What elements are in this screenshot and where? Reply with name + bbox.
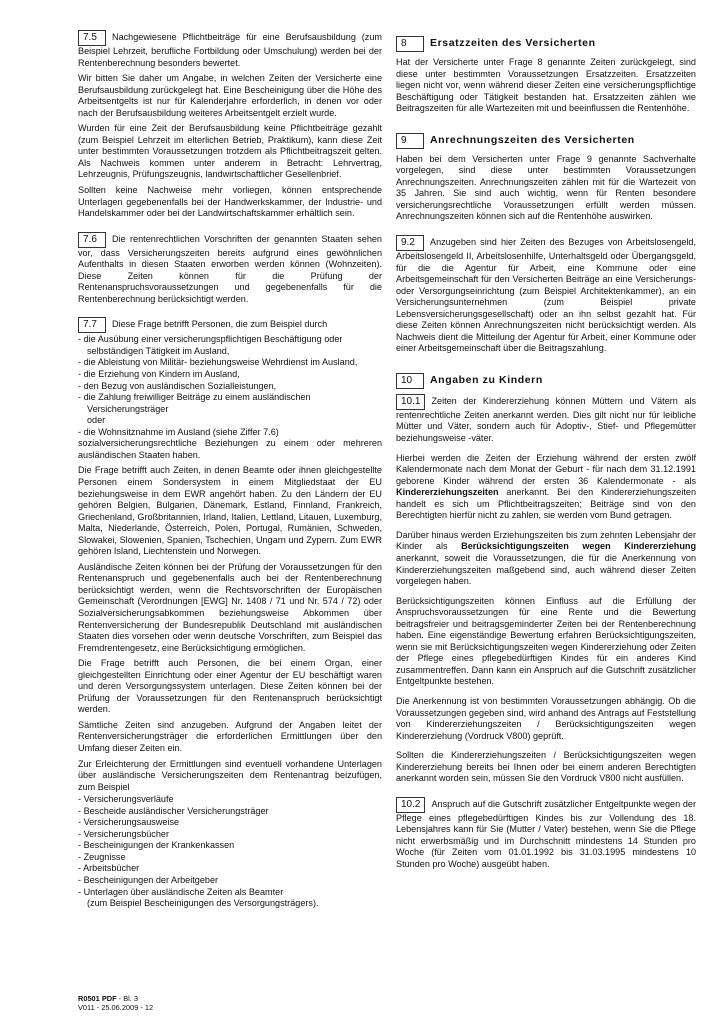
paragraph: Anzugeben sind hier Zeiten des Bezuges von Arbeitslosengeld, Arbeitslosengeld II, Arbeitslosenhilfe, Unterhaltsgeld oder Übergangsgeld, für die die Agentur für Arbeit, eine Kommune oder eine Arbeitsgemeinschaft für den Versicherten Beiträge an eine Versicherungs- oder Versorgungseinrichtung (zum Beispiel Architektenkammer), an ein Versicherungsunternehmen (zum Beispiel private Lebensversicherungsgesellschaft) oder an ihn selbst gezahlt hat. Für diese Zeiten können Anrechnungszeiten nicht berücksichtigt werden. Als Nachweis dient die Mitteilung der Agentur für Arbeit, einer Kommune oder einer Arbeitsgemeinschaft über die Beitragszahlung. [396,237,696,354]
list-item: - den Bezug von ausländischen Sozialleistungen, [78,381,382,393]
form-id: R0501 PDF [78,994,117,1003]
list-item-tail: (zum Beispiel Bescheinigungen des Versorgungsträgers). [87,898,319,909]
section-heading: Anrechnungszeiten des Versicherten [430,133,635,146]
list-item: - die Ableistung von Militär- beziehungsweise Wehrdienst im Ausland, [78,357,382,369]
section-heading: Angaben zu Kindern [430,373,543,386]
list-item: - Bescheide ausländischer Versicherungsträger [78,806,382,818]
section-9-2 [396,235,696,355]
paragraph: Sollten die Kindererziehungszeiten / Berücksichtigungszeiten wegen Kindererziehung bereits bei Ihnen oder bei einem anderen Berechtigten anerkannt worden sein, müssen Sie den Vordruck V800 nicht ausfüllen. [396,750,696,784]
paragraph: Sämtliche Zeiten sind anzugeben. Aufgrund der Angaben leitet der Rentenversicherungsträger die erforderlichen Ermittlungen über den Umfang dieser Zeiten ein. [78,719,382,753]
paragraph: Haben bei dem Versicherten unter Frage 9 genannte Sachverhalte vorgelegen, sind diese unter bestimmten Voraussetzungen Anrechnungszeiten. Anrechnungszeiten zählen mit für die Wartezeit von 35 Jahren. Sie sind auch wichtig, wenn für Renten besondere versicherungsrechtliche Voraussetzungen erfüllt werden müssen. Anrechnungszeiten können sich auf die Rentenhöhe auswirken. [396,153,696,222]
paragraph: Nachgewiesene Pflichtbeiträge für eine Berufsausbildung (zum Beispiel Lehrzeit, berufliche Fortbildung oder Umschulung) werden bei der Rentenberechnung besonders bewertet. [78,32,382,68]
section-number-10-2: 10.2 [396,797,425,813]
list-item: - die Zahlung freiwilliger Beiträge zu einem ausländischen Versicherungsträger [78,392,382,415]
section-10-1 [396,394,696,785]
paragraph: Berücksichtigungszeiten können Einfluss auf die Erfüllung der Anspruchsvoraussetzungen für eine Rente und die Bewertung beitragsfreier und beitragsgeminderter Zeiten bei der Rentenberechnung haben. Eine eigenständige Bewertung erfahren Berücksichtigungszeiten, wenn sie mit Berücksichtigungszeiten wegen Kindererziehung oder Zeiten der Pflege eines pflegebedürftigen Kindes für ein anderes Kind zusammentreffen. Dann kann ein Anspruch auf die Gutschrift zusätzlicher Entgeltpunkte bestehen. [396,595,696,687]
list-item: - Bescheinigungen der Krankenkassen [78,840,382,852]
section-number-9-2: 9.2 [396,235,424,251]
paragraph: sozialversicherungsrechtliche Beziehungen zu einem oder mehreren ausländischen Staaten haben. [78,438,382,460]
paragraph: Hat der Versicherte unter Frage 8 genannte Zeiten zurückgelegt, sind diese unter bestimmten Voraussetzungen Ersatzzeiten. Ersatzzeiten liegen nicht vor, wenn während dieser Zeiten eine versicherungspflichtige Beschäftigung oder Tätigkeit bestanden hat. Ersatzzeiten zählen wie Beitragszeiten für alle Wartezeiten mit und beeinflussen die Rentenhöhe. [396,57,696,114]
list-item: - Unterlagen über ausländische Zeiten als Beamter [78,887,382,899]
section-number-7-6: 7.6 [78,232,106,248]
section-10 [396,373,696,389]
paragraph: Die Frage betrifft auch Personen, die bei einem Organ, einer gleichgestellten Einrichtung oder einer Agentur der EU beschäftigt waren und deren Versorgungssystem unterlagen. Diese Zeiten können bei der Prüfung der Voraussetzungen für den Rentenanspruch berücksichtigt werden. [78,658,382,715]
section-7-6 [78,232,382,306]
section-number-7-5: 7.5 [78,30,106,46]
paragraph: Zeiten der Kindererziehung können Müttern und Vätern als rentenrechtliche Zeiten anerkannt werden. Dies gilt nicht nur für leibliche Mütter und Väter, sondern auch für Adoptiv-, Stief- und Pflegemütter beziehungsweise -väter. [396,395,696,444]
paragraph: Zur Erleichterung der Ermittlungen sind eventuell vorhandene Unterlagen über ausländische Versicherungszeiten dem Rentenantrag beizufügen, zum Beispiel [78,758,382,792]
emphasis: Kindererziehungszeiten [396,487,499,498]
paragraph: Darüber hinaus werden Erziehungszeiten bis zum zehnten Lebensjahr der Kinder als Berücksichtigungszeiten wegen Kindererziehung anerkannt, soweit die Voraussetzungen, die für die Anerkennung von Kindererziehungszeiten maßgebend sind, auch während dieser Zeiten vorgelegen haben. [396,529,697,587]
list-item: - die Wohnsitznahme im Ausland (siehe Ziffer 7.6) [78,427,382,439]
left-column [78,30,382,910]
paragraph: Hierbei werden die Zeiten der Erziehung während der ersten zwölf Kalendermonate nach dem Monat der Geburt - für nach dem 31.12.1991 geborene Kinder während der ersten 36 Kalendermonate - als Kindererziehungszeiten anerkannt. Bei den Kindererziehungszeiten handelt es sich um Pflichtbeitragszeiten; Beiträge sind von den Berechtigten hierfür nicht zu zahlen, sie werden vom Bund getragen. [396,452,696,521]
paragraph: Anspruch auf die Gutschrift zusätzlicher Entgeltpunkte wegen der Pflege eines pflegebedürftigen Kindes bis zur Vollendung des 18. Lebensjahres kann für Sie (Mutter / Vater) bestehen, wenn Sie die Pflege nicht erwerbsmäßig und im Durchschnitt mindestens 14 Stunden pro Woche (für Zeiten vom 01.01.1992 bis 31.03.1995 mindestens 10 Stunden pro Woche) ausgeübt haben. [396,798,696,869]
list-conjunction: oder [87,415,106,426]
section-number-9: 9 [396,133,424,149]
section-10-2 [396,797,696,871]
section-number-8: 8 [396,36,424,52]
paragraph: Sollten keine Nachweise mehr vorliegen, können entsprechende Unterlagen gegebenenfalls bei der Handwerkskammer, der Industrie- und Handelskammer oder bei der Landwirtschaftskammer erhältlich sein. [78,185,382,219]
section-number-10-1: 10.1 [396,394,425,410]
form-version: V011 - 25.06.2009 - 12 [78,1003,154,1012]
paragraph: Die rentenrechtlichen Vorschriften der genannten Staaten sehen vor, dass Versicherungszeiten bereits aufgrund eines gewöhnlichen Aufenthalts in diesen Staaten erworben werden können (Wohnzeiten). Diese Zeiten können für die Prüfung der Rentenanspruchsvoraussetzungen und gegebenenfalls für die Rentenberechnung berücksichtigt werden. [78,233,382,304]
section-9 [396,133,696,223]
paragraph: Diese Frage betrifft Personen, die zum Beispiel durch [112,319,328,330]
section-number-10: 10 [396,373,424,389]
documents-list [78,794,382,909]
list-item: - Bescheinigungen der Arbeitgeber [78,875,382,887]
list-item: - die Erziehung von Kindern im Ausland, [78,369,382,381]
paragraph: Wir bitten Sie daher um Angabe, in welchen Zeiten der Versicherte eine Berufsausbildung zurückgelegt hat. Eine Bescheinigung über die Höhe des Arbeitsentgelts ist nur für Kalenderjahre erforderlich, in denen vor oder nach der Berufsausbildung weiteres Arbeitsentgelt erzielt wurde. [78,73,382,118]
section-number-7-7: 7.7 [78,317,106,333]
page-footer [78,994,153,1012]
section-8 [396,36,696,115]
sheet-number: - Bl. 3 [116,994,138,1003]
paragraph: Wurden für eine Zeit der Berufsausbildung keine Pflichtbeiträge gezahlt (zum Beispiel Lehrzeit im elterlichen Betrieb, Praktikum), kann diese Zeit unter bestimmten Voraussetzungen trotzdem als Pflichtbeitragszeit gelten. Als Nachweis kommen unter anderem in Betracht: Lehrvertrag, Lehrzeugnis, Prüfungszeugnis, landwirtschaftlicher Gesellenbrief. [78,123,382,180]
list-item: - Versicherungsverläufe [78,794,382,806]
section-7-5 [78,30,382,220]
list-item: - Arbeitsbücher [78,863,382,875]
list-item: - Zeugnisse [78,852,382,864]
list-item: - Versicherungsbücher [78,829,382,841]
emphasis: Berücksichtigungszeiten wegen Kindererziehung [461,541,697,552]
paragraph: Die Frage betrifft auch Zeiten, in denen Beamte oder ihnen gleichgestellte Personen einem Sondersystem in einem Mitgliedstaat der EU beziehungsweise in dem EWR angehört haben. Zu den Ländern der EU gehören Belgien, Bulgarien, Dänemark, Estland, Finnland, Frankreich, Griechenland, Großbritannien, Irland, Italien, Lettland, Litauen, Luxemburg, Malta, Niederlande, Österreich, Polen, Portugal, Rumänien, Schweden, Slowakei, Slowenien, Spanien, Tschechien, Ungarn und Zypern. Zum EWR gehören Island, Liechtenstein und Norwegen. [78,465,382,557]
involvement-list [78,334,382,438]
section-heading: Ersatzzeiten des Versicherten [430,37,596,49]
paragraph: Die Anerkennung ist von bestimmten Voraussetzungen abhängig. Ob die Voraussetzungen gegeben sind, wird anhand des Antrags auf Feststellung von Kindererziehungszeiten / Berücksichtigungszeiten wegen Kindererziehung (Vordruck V800) geprüft. [396,695,696,741]
list-item: - die Ausübung einer versicherungspflichtigen Beschäftigung oder selbständigen Tätigkeit im Ausland, [78,334,382,357]
section-7-7 [78,317,382,909]
paragraph: Ausländische Zeiten können bei der Prüfung der Voraussetzungen für den Rentenanspruch und gegebenenfalls auch bei der Rentenberechnung berücksichtigt werden, wenn die Rechtsvorschriften der Europäischen Gemeinschaft (Verordnungen [EWG] Nr. 1408 / 71 und Nr. 574 / 72) oder Sozialversicherungsabkommen beziehungsweise Abkommen über Rentenversicherung der Bundesrepublik Deutschland mit ausländischen Staaten dies vorsehen oder wenn deutsche Vorschriften, zum Beispiel das Fremdrentengesetz, eine Berücksichtigung ermöglichen. [78,561,382,653]
right-column [396,30,696,875]
list-item: - Versicherungsausweise [78,817,382,829]
